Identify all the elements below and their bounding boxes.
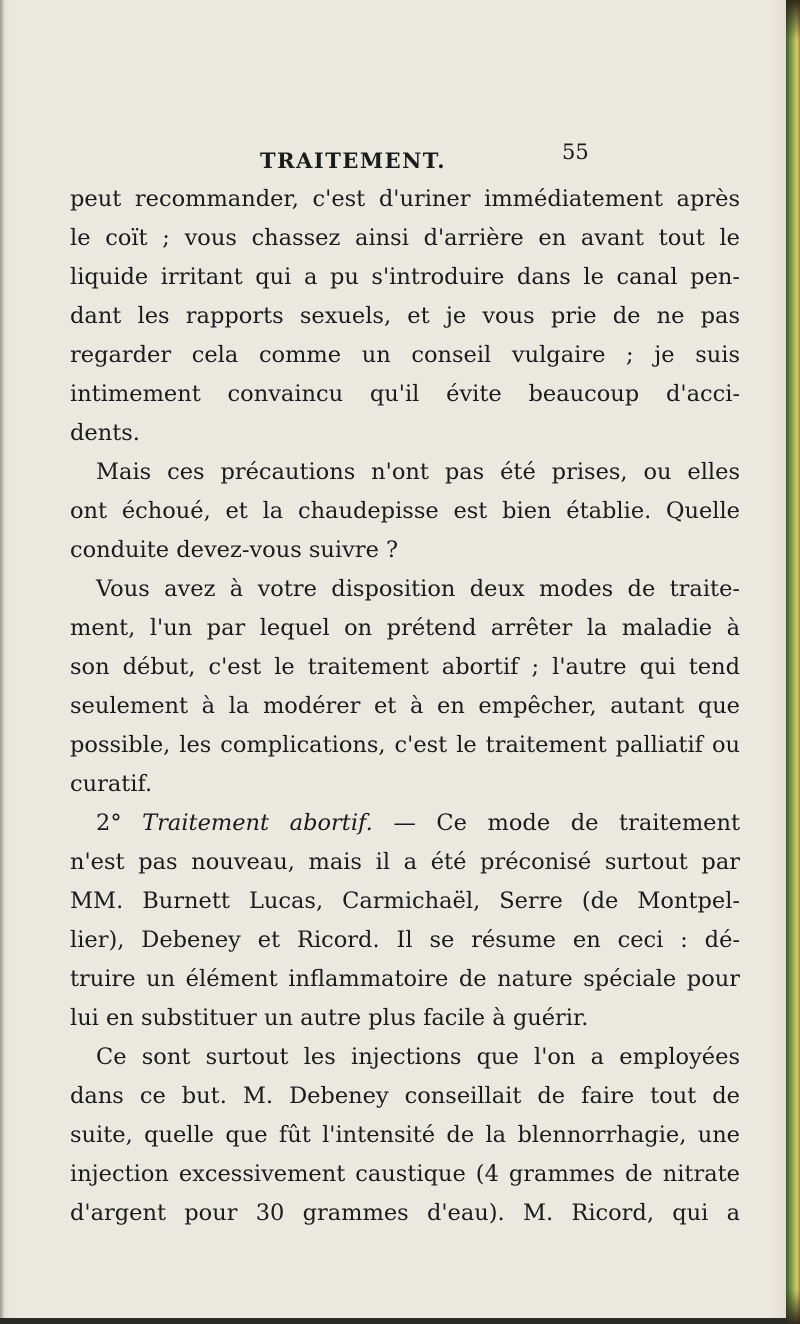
text-line: curatif. <box>70 771 153 797</box>
section-title: Traitement abortif. <box>142 810 373 836</box>
text-line: ont échoué, et la chaudepisse est bien établie. Quelle <box>70 498 740 524</box>
text-line: son début, c'est le traitement abortif ; l'autre qui tend <box>70 654 740 680</box>
page-header <box>0 140 786 180</box>
spine-shadow-top <box>786 0 800 40</box>
section-number: 2° <box>96 810 143 836</box>
text-line: truire un élément inflammatoire de nature spéciale pour <box>70 966 740 992</box>
page-bottom-edge <box>0 1318 786 1324</box>
text-line: seulement à la modérer et à en empêcher, autant que <box>70 693 740 719</box>
text-line: n'est pas nouveau, mais il a été préconisé surtout par <box>70 849 740 875</box>
text-line: dents. <box>70 420 140 446</box>
paragraph-first-line: Ce sont surtout les injections que l'on a employées <box>96 1044 740 1070</box>
running-title: TRAITEMENT. <box>260 148 447 173</box>
text-line: dant les rapports sexuels, et je vous prie de ne pas <box>70 303 740 329</box>
text-line: lui en substituer un autre plus facile à guérir. <box>70 1005 589 1031</box>
text-line: peut recommander, c'est d'uriner immédiatement après <box>70 186 740 212</box>
text-line: intimement convaincu qu'il évite beaucoup d'acci- <box>70 381 740 407</box>
spine-shadow-bottom <box>786 1290 800 1324</box>
text-line: MM. Burnett Lucas, Carmichaël, Serre (de Montpel- <box>70 888 740 914</box>
paragraph-first-line: Mais ces précautions n'ont pas été prises, ou elles <box>96 459 740 485</box>
text-line: lier), Debeney et Ricord. Il se résume en ceci : dé- <box>70 927 740 953</box>
text-line: injection excessivement caustique (4 grammes de nitrate <box>70 1161 740 1187</box>
text-line: d'argent pour 30 grammes d'eau). M. Ricord, qui a <box>70 1200 740 1226</box>
text-line: suite, quelle que fût l'intensité de la blennorrhagie, une <box>70 1122 740 1148</box>
book-spine-edge <box>786 0 800 1324</box>
body-text <box>70 180 740 1233</box>
section-heading-line <box>70 804 740 843</box>
text-line: regarder cela comme un conseil vulgaire ; je suis <box>70 342 740 368</box>
text-line: possible, les complications, c'est le traitement palliatif ou <box>70 732 740 758</box>
text-line: dans ce but. M. Debeney conseillait de faire tout de <box>70 1083 740 1109</box>
text-line: ment, l'un par lequel on prétend arrêter la maladie à <box>70 615 740 641</box>
page-number: 55 <box>562 140 589 164</box>
section-heading-text: — Ce mode de traitement <box>372 810 740 836</box>
text-line: liquide irritant qui a pu s'introduire dans le canal pen- <box>70 264 740 290</box>
text-line: conduite devez-vous suivre ? <box>70 537 399 563</box>
page-left-edge <box>0 0 4 1324</box>
paragraph-first-line: Vous avez à votre disposition deux modes de traite- <box>96 576 740 602</box>
text-line: le coït ; vous chassez ainsi d'arrière en avant tout le <box>70 225 740 251</box>
